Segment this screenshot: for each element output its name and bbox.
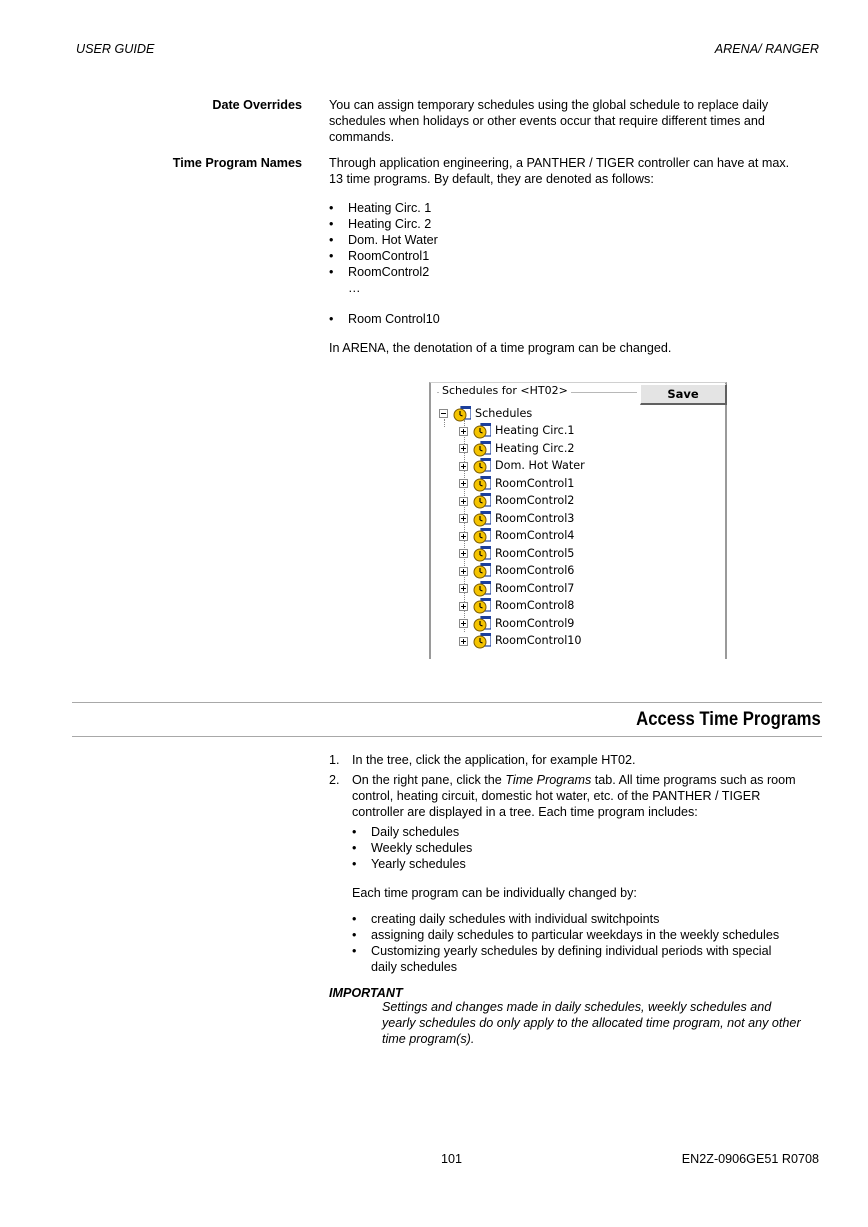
tree-item-label: RoomControl2 [495,494,575,507]
list-item: • assigning daily schedules to particular weekdays in the weekly schedules [352,927,819,943]
important-text [382,999,827,1047]
tree-item[interactable] [459,510,574,527]
step-2 [329,772,819,975]
list-item: • Heating Circ. 2 [329,216,819,232]
expand-icon[interactable] [459,462,468,471]
list-item: • Heating Circ. 1 [329,200,819,216]
list-item: • Dom. Hot Water [329,232,819,248]
tree-item[interactable] [459,633,582,650]
tree-root-schedules[interactable] [439,405,532,422]
expand-icon[interactable] [459,619,468,628]
schedule-clock-icon [473,598,491,614]
text-run: On the right pane, click the [352,773,506,787]
text-line: schedules when holidays or other events occur that require different times and [329,114,765,128]
expand-icon[interactable] [459,444,468,453]
changed-by-text: Each time program can be individually changed by: [352,886,637,900]
expand-icon[interactable] [459,479,468,488]
schedule-clock-icon [473,616,491,632]
schedule-clock-icon [473,441,491,457]
schedules-panel-screenshot [429,382,727,659]
text-line: time program(s). [382,1032,475,1046]
expand-icon[interactable] [459,514,468,523]
list-item-line: • Customizing yearly schedules by defining individual periods with special [371,944,772,958]
document-id: EN2Z-0906GE51 R0708 [681,1152,819,1166]
tree-item-label: Dom. Hot Water [495,459,585,472]
schedule-clock-icon [473,493,491,509]
list-item: • creating daily schedules with individual switchpoints [352,911,819,927]
step-number: 2. [329,773,340,787]
expand-icon[interactable] [459,532,468,541]
text-run: tab. All time programs such as room [591,773,796,787]
tree-item-label: RoomControl3 [495,511,575,525]
tree-item[interactable] [459,493,574,510]
schedule-clock-icon [473,563,491,579]
step-number: 1. [329,753,340,767]
tree-item-label: Heating Circ.1 [495,424,575,437]
tree-item-label: RoomControl6 [495,564,575,577]
tree-item-label: RoomControl1 [495,476,575,490]
steps-list [329,752,819,975]
time-program-list-last [329,311,819,327]
list-item: • Room Control10 [329,311,819,327]
save-button[interactable]: Save [640,384,727,405]
tree-item-label: RoomControl7 [495,581,575,595]
list-item: • RoomControl1 [329,248,819,264]
expand-icon[interactable] [459,602,468,611]
time-programs-tab-ref: Time Programs [505,773,592,787]
header-left: USER GUIDE [76,42,155,56]
schedule-clock-icon [473,546,491,562]
step-text [352,772,819,788]
tree-item-label: RoomControl9 [495,616,575,630]
list-item-line: daily schedules [371,960,458,974]
tree-item-label: RoomControl8 [495,599,575,612]
tree-item[interactable] [459,528,574,545]
tree-item-label: Heating Circ.2 [495,441,575,455]
date-overrides-text [329,97,819,145]
schedule-clock-icon [473,476,491,492]
expand-icon[interactable] [459,567,468,576]
changes-list [352,911,819,975]
tree-item[interactable] [459,580,574,597]
text-line: commands. [329,130,395,144]
expand-icon[interactable] [459,427,468,436]
tree-item[interactable] [459,423,575,440]
schedule-clock-icon [453,406,471,422]
section-rule-top [72,702,822,703]
time-program-names-text [329,155,819,187]
tree-item[interactable] [459,598,574,615]
tree-root-label: Schedules [475,406,533,420]
important-label: IMPORTANT [329,986,403,1000]
tree-item[interactable] [459,475,574,492]
time-program-names-label: Time Program Names [172,156,302,170]
denotation-note: In ARENA, the denotation of a time program can be changed. [329,341,672,355]
section-rule-bottom [72,736,822,737]
schedule-clock-icon [473,511,491,527]
list-item: • Weekly schedules [352,840,819,856]
schedule-clock-icon [473,581,491,597]
schedule-clock-icon [473,423,491,439]
header-right: ARENA/ RANGER [714,42,819,56]
list-item: • Yearly schedules [352,856,819,872]
schedule-clock-icon [473,528,491,544]
group-box-title: Schedules for <HT02> [439,384,571,398]
schedule-clock-icon [473,458,491,474]
ellipsis: … [348,281,361,295]
expand-icon[interactable] [459,637,468,646]
expand-icon[interactable] [459,584,468,593]
schedules-tree[interactable] [432,405,725,659]
text-line: You can assign temporary schedules using the global schedule to replace daily [329,98,769,112]
text-line: Through application engineering, a PANTHER / TIGER controller can have at max. [329,156,790,170]
expand-icon[interactable] [459,497,468,506]
tree-item-label: RoomControl5 [495,546,575,560]
page-number: 101 [441,1152,463,1166]
includes-list [352,824,819,872]
text-line: 13 time programs. By default, they are denoted as follows: [329,172,654,186]
tree-item-label: RoomControl10 [495,634,582,647]
step-text: In the tree, click the application, for example HT02. [352,753,636,767]
text-line: Settings and changes made in daily schedules, weekly schedules and [382,1000,772,1014]
section-title: Access Time Programs [636,709,821,730]
tree-item[interactable] [459,563,574,580]
tree-item[interactable] [459,545,574,562]
tree-item[interactable] [459,458,585,475]
step-text: controller are displayed in a tree. Each time program includes: [352,805,698,819]
tree-item[interactable] [459,615,574,632]
list-item: • RoomControl2 [329,264,819,280]
date-overrides-label: Date Overrides [212,98,302,112]
expand-icon[interactable] [459,549,468,558]
step-text: control, heating circuit, domestic hot water, etc. of the PANTHER / TIGER [352,789,761,803]
tree-item-label: RoomControl4 [495,529,575,542]
tree-item[interactable] [459,440,575,457]
time-program-list [329,200,819,280]
list-item: • Daily schedules [352,824,819,840]
list-item [352,943,819,975]
text-line: yearly schedules do only apply to the allocated time program, not any other [382,1016,801,1030]
collapse-icon[interactable] [439,409,448,418]
schedule-clock-icon [473,633,491,649]
step-1 [329,752,819,768]
